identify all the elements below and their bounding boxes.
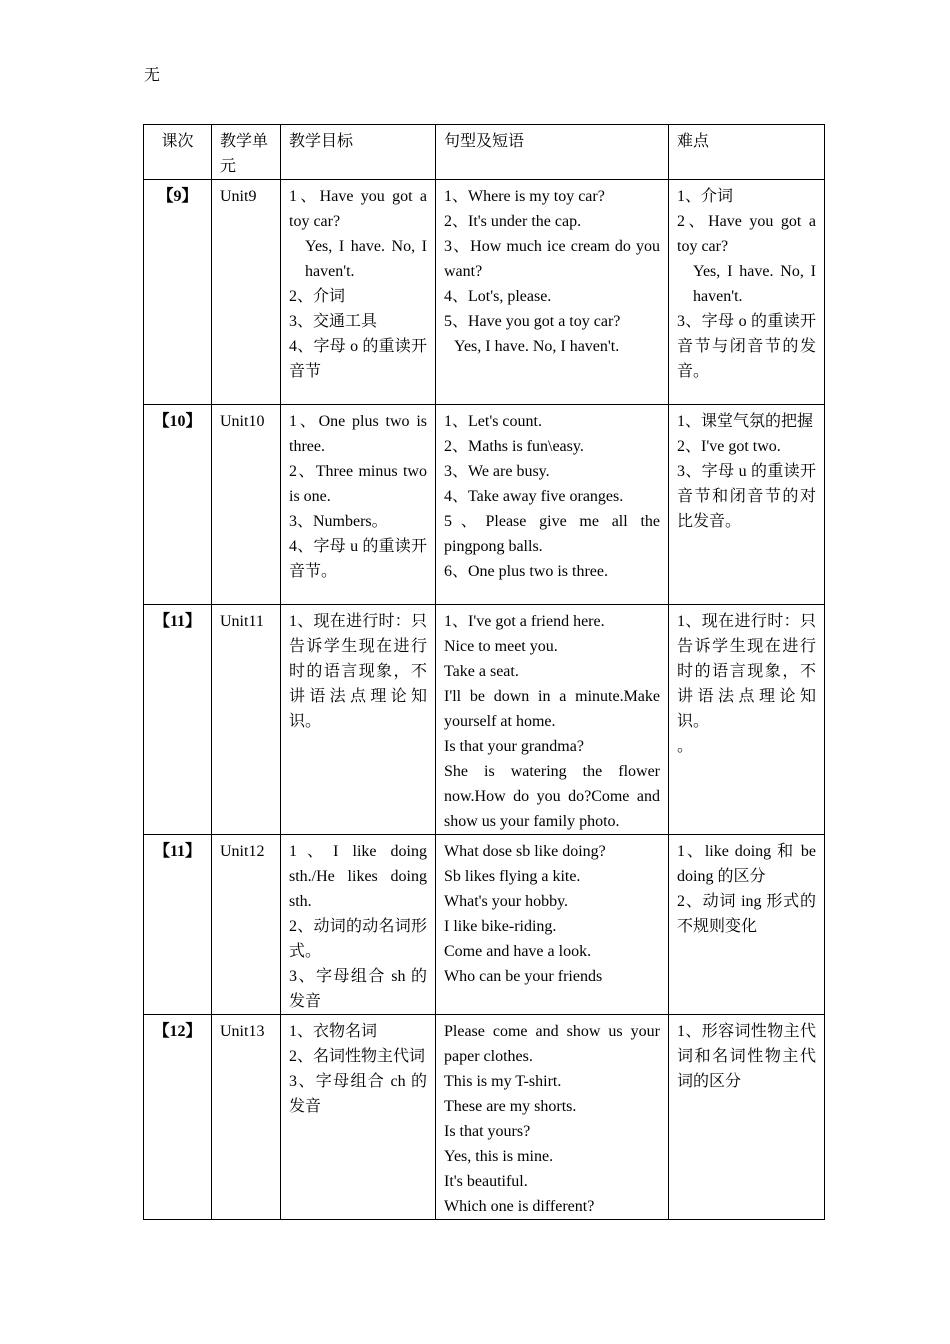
difficulty-item: 。 [677,738,694,755]
phrase-item: Take a seat. [444,663,519,680]
phrase-item: 1、Where is my toy car? [444,188,605,205]
phrase-item: Please come and show us your paper clothes. [444,1023,660,1065]
header-unit: 教学单元 [212,125,281,180]
goal-item: 4、字母 u 的重读开音节。 [289,538,427,580]
goal-item: 1、I like doing sth./He likes doing sth. [289,843,427,910]
table-row [144,605,825,835]
phrase-item: Come and have a look. [444,943,592,960]
table-row [144,1015,825,1220]
difficulty-item: 3、字母 u 的重读开音节和闭音节的对比发音。 [677,463,816,530]
goal-item: 1、衣物名词 [289,1023,378,1040]
difficulty-cell [669,835,825,1015]
phrases-cell [436,1015,669,1220]
phrase-item: Yes, this is mine. [444,1148,554,1165]
goals-cell [281,835,436,1015]
table-header-row [144,125,825,180]
goals-cell [281,405,436,605]
phrase-item: I'll be down in a minute.Make yourself at home. [444,688,660,730]
header-phrases: 句型及短语 [436,125,669,180]
phrase-item: 4、Lot's, please. [444,288,552,305]
phrase-item: What's your hobby. [444,893,569,910]
goal-item: 2、介词 [289,288,346,305]
goals-cell [281,1015,436,1220]
difficulty-item: 1、like doing 和 be doing 的区分 [677,843,816,885]
unit-name: Unit13 [212,1015,281,1220]
difficulty-item: 1、现在进行时：只告诉学生现在进行时的语言现象，不讲语法点理论知识。 [677,613,816,730]
difficulty-cell [669,405,825,605]
phrase-item: Is that yours? [444,1123,531,1140]
goal-item: 2、动词的动名词形式。 [289,918,427,960]
table-row [144,405,825,605]
goals-cell [281,605,436,835]
header-goals: 教学目标 [281,125,436,180]
goal-item: 3、交通工具 [289,313,378,330]
phrase-item: Who can be your friends [444,968,603,985]
lesson-number: 【11】 [144,605,212,835]
phrases-cell [436,605,669,835]
goals-cell [281,180,436,405]
phrase-item: 3、How much ice cream do you want? [444,238,660,280]
phrase-item: Which one is different? [444,1198,595,1215]
difficulty-item: 2、动词 ing 形式的不规则变化 [677,893,816,935]
header-difficulty: 难点 [669,125,825,180]
unit-name: Unit9 [212,180,281,405]
difficulty-item: 3、字母 o 的重读开音节与闭音节的发音。 [677,313,816,380]
difficulty-item: Yes, I have. No, I haven't. [693,263,816,305]
goal-item: 2、名词性物主代词 [289,1048,426,1065]
goal-item: 1、现在进行时：只告诉学生现在进行时的语言现象，不讲语法点理论知识。 [289,613,427,730]
goal-item: 1、Have you got a toy car? [289,188,427,230]
phrase-item: 2、Maths is fun\easy. [444,438,584,455]
lesson-number: 【9】 [144,180,212,405]
phrase-item: Nice to meet you. [444,638,558,655]
difficulty-item: 2、I've got two. [677,438,781,455]
goal-item: 1、One plus two is three. [289,413,427,455]
table-row [144,180,825,405]
lesson-plan-table [143,124,825,1220]
difficulty-item: 1、形容词性物主代词和名词性物主代词的区分 [677,1023,816,1090]
phrases-cell [436,405,669,605]
lesson-number: 【11】 [144,835,212,1015]
phrases-cell [436,835,669,1015]
unit-name: Unit10 [212,405,281,605]
lesson-number: 【10】 [144,405,212,605]
goal-item: 2、Three minus two is one. [289,463,427,505]
phrase-item: This is my T-shirt. [444,1073,562,1090]
phrase-item: 4、Take away five oranges. [444,488,624,505]
goal-item: 3、Numbers。 [289,513,388,530]
phrases-cell [436,180,669,405]
goal-item: 4、字母 o 的重读开音节 [289,338,427,380]
phrase-item: 5、Please give me all the pingpong balls. [444,513,660,555]
phrase-item: These are my shorts. [444,1098,577,1115]
header-lesson: 课次 [144,125,212,180]
phrase-item: 1、Let's count. [444,413,542,430]
difficulty-item: 2、Have you got a toy car? [677,213,816,255]
goal-item: 3、字母组合 sh 的发音 [289,968,427,1010]
difficulty-item: 1、课堂气氛的把握 [677,413,814,430]
phrase-item: Is that your grandma? [444,738,584,755]
phrase-item: Sb likes flying a kite. [444,868,581,885]
phrase-item: 1、I've got a friend here. [444,613,605,630]
phrase-item: It's beautiful. [444,1173,528,1190]
unit-name: Unit12 [212,835,281,1015]
phrase-item: 3、We are busy. [444,463,550,480]
phrase-item: 6、One plus two is three. [444,563,608,580]
table-row [144,835,825,1015]
unit-name: Unit11 [212,605,281,835]
phrase-item: 2、It's under the cap. [444,213,582,230]
phrase-item: 5、Have you got a toy car? [444,313,621,330]
phrase-item: I like bike-riding. [444,918,557,935]
difficulty-cell [669,605,825,835]
lesson-number: 【12】 [144,1015,212,1220]
phrase-item: She is watering the flower now.How do you do?Come and show us your family photo. [444,763,660,830]
difficulty-cell [669,1015,825,1220]
difficulty-item: 1、介词 [677,188,734,205]
goal-item: Yes, I have. No, I haven't. [305,238,427,280]
phrase-item: Yes, I have. No, I haven't. [454,338,620,355]
page-note: 无 [144,67,161,84]
difficulty-cell [669,180,825,405]
goal-item: 3、字母组合 ch 的发音 [289,1073,427,1115]
phrase-item: What dose sb like doing? [444,843,606,860]
